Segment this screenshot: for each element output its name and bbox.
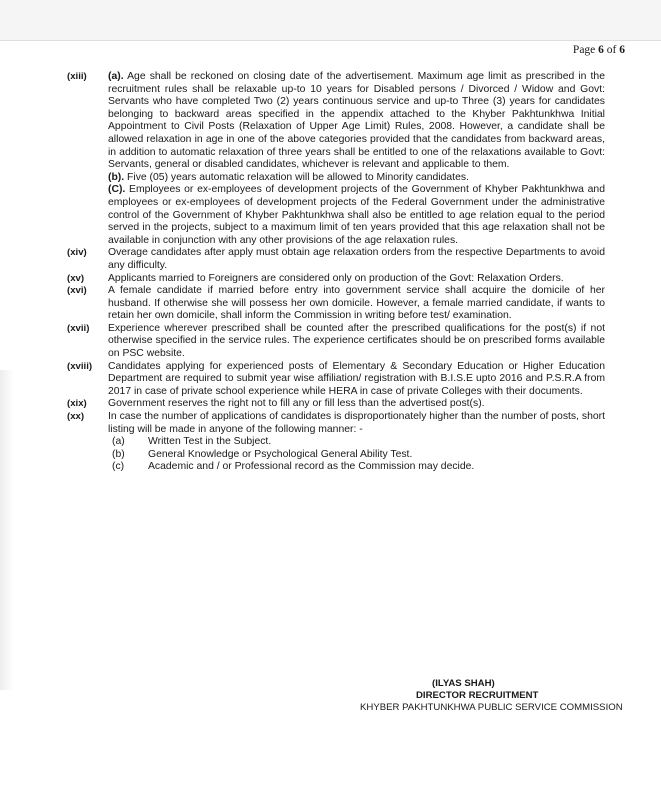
- clause-text: Experience wherever prescribed shall be counted after the prescribed qualifications for the post(s) if not otherwise specified in the service rules. The experience certificates should be on prescribed forms available on PSC website.: [108, 322, 605, 360]
- signatory-title: DIRECTOR RECRUITMENT: [416, 690, 539, 701]
- clause-xx: [67, 411, 605, 474]
- clause-number: (xvii): [67, 322, 90, 334]
- sub-label: (b).: [108, 171, 125, 183]
- clause-text: Overage candidates after apply must obtain age relaxation orders from the respective Departments to avoid any difficulty.: [108, 247, 605, 271]
- clause-number: (xiii): [67, 71, 87, 82]
- sub-label: (a).: [108, 71, 124, 82]
- sub-label: (C).: [108, 184, 126, 196]
- para-text: Age shall be reckoned on closing date of the advertisement. Maximum age limit as prescribed in the recruitment rules shall be relaxable up-to 10 years for Disabled persons / Divorced / Widow and Govt: Servants who have completed Two (2) years continuous service and up-to Three (3) years for candidates belonging to backward areas specified in the appendix attached to the Khyber Pakhtunkhwa Initial Appointment to Civil Posts (Relaxation of Upper Age Limit) Rules, 2008. However, a candidate shall be allowed relaxation in age in one of the above categories provided that the candidates from backward areas, in addition to automatic relaxation of three years shall be entitled to one of the relaxations available to Govt: Servants, general or disabled candidates, whichever is relevant and applicable to them.: [108, 71, 605, 171]
- clause-number: (xix): [67, 398, 87, 410]
- clause-number: (xx): [67, 411, 85, 423]
- option-b: [108, 449, 605, 462]
- clause-xvii: [67, 323, 605, 361]
- para-text: Employees or ex-employees of development projects of the Government of Khyber Pakhtunkhwa and employees or ex-employees of development projects of the Federal Government under the administrative control of the Government of Khyber Pakhtunkhwa shall also be entitled to age relation equal to the period served in the projects, subject to a maximum limit of ten years provided that this age relaxation shall not be available in conjunction with any other provisions of the age relaxation rules.: [108, 184, 605, 246]
- option-c: [108, 461, 605, 474]
- page-number: [573, 44, 625, 56]
- signatory-name: (ILYAS SHAH): [432, 678, 495, 689]
- clause-xvi: [67, 285, 605, 323]
- clause-text: Applicants married to Foreigners are considered only on production of the Govt: Relaxation Orders.: [108, 272, 564, 284]
- clause-number: (xvi): [67, 285, 87, 297]
- clause-xv: [67, 273, 605, 286]
- clause-text: Government reserves the right not to fill any or fill less than the advertised post(s).: [108, 398, 485, 410]
- viewer-top-bar: [0, 0, 661, 41]
- page-label: Page: [572, 44, 596, 56]
- clause-para-b: [108, 172, 605, 185]
- page-current: 6: [598, 44, 604, 56]
- page-edge-shadow: [0, 370, 14, 690]
- option-text: General Knowledge or Psychological General Ability Test.: [148, 448, 413, 460]
- option-label: (a): [112, 436, 125, 448]
- option-a: [108, 436, 605, 449]
- signature-block: [360, 678, 630, 714]
- clause-text: In case the number of applications of candidates is disproportionately higher than the number of posts, short listing will be made in anyone of the following manner: -: [108, 411, 605, 435]
- document-body: [67, 71, 605, 474]
- signatory-organization: KHYBER PAKHTUNKHWA PUBLIC SERVICE COMMISSION: [360, 702, 623, 713]
- page-total: 6: [619, 44, 625, 56]
- clause-para-a: [108, 71, 605, 172]
- clause-text: A female candidate if married before entry into government service shall acquire the domicile of her husband. If otherwise she will possess her own domicile. However, a female married candidate, if wants to retain her own domicile, shall inform the Commission in writing before test/ examination.: [108, 285, 605, 322]
- para-text: Five (05) years automatic relaxation will be allowed to Minority candidates.: [124, 171, 469, 183]
- clause-xviii: [67, 361, 605, 399]
- clause-number: (xviii): [67, 360, 93, 372]
- page-sep: of: [606, 44, 617, 56]
- clause-para-c: [108, 184, 605, 247]
- option-label: (c): [112, 461, 125, 473]
- clause-xiv: [67, 247, 605, 272]
- option-label: (b): [112, 448, 125, 460]
- clause-number: (xiv): [67, 247, 87, 259]
- clause-text: Candidates applying for experienced posts of Elementary & Secondary Education or Higher Education Department are required to submit year wise affiliation/ registration with B.I.S.E upto 2016 and P.S.R.A from 2017 in case of private school experience while HERA in case of private Colleges with their documents.: [108, 360, 605, 397]
- clause-number: (xv): [67, 272, 85, 284]
- clause-xiii: [67, 71, 605, 247]
- option-text: Academic and / or Professional record as the Commission may decide.: [148, 461, 475, 473]
- clause-xix: [67, 398, 605, 411]
- option-text: Written Test in the Subject.: [148, 436, 272, 448]
